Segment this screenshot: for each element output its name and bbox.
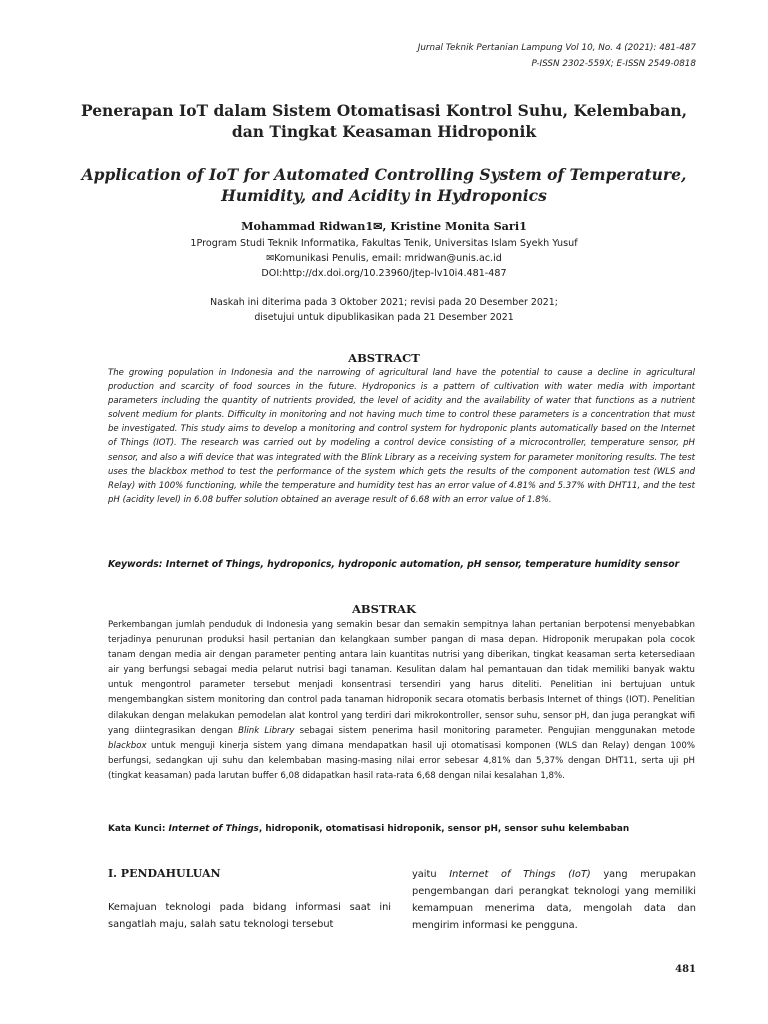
abstract-heading: ABSTRACT: [348, 351, 420, 365]
keywords-english: Keywords: Internet of Things, hydroponics, hydroponic automation, pH sensor, temperature humidity sensor: [108, 559, 680, 570]
abstrak-em-blackbox: blackbox: [108, 740, 147, 751]
dates-line1: Naskah ini diterima pada 3 Oktober 2021; revisi pada 20 Desember 2021;: [210, 297, 558, 308]
title-english: [60, 164, 708, 206]
page-number: 481: [675, 964, 696, 975]
keywords-indonesian: [108, 824, 698, 834]
issn-line: P-ISSN 2302-559X; E-ISSN 2549-0818: [531, 59, 696, 69]
abstrak-em-blink: Blink Library: [238, 725, 295, 736]
title-indonesian: [60, 100, 708, 142]
title-en-line1: Application of IoT for Automated Controlling System of Temperature,: [81, 165, 687, 184]
affiliation-line: 1Program Studi Teknik Informatika, Fakultas Tenik, Universitas Islam Syekh Yusuf: [190, 238, 578, 249]
abstrak-body: [108, 618, 695, 784]
kw-id-em: Internet of Things: [168, 824, 259, 834]
contact-email: ✉Komunikasi Penulis, email: mridwan@unis.ac.id: [266, 253, 502, 264]
doi-line: DOI:http://dx.doi.org/10.23960/jtep-lv10i4.481-487: [261, 268, 507, 279]
authors: Mohammad Ridwan1✉, Kristine Monita Sari1: [241, 219, 527, 233]
intro-right-part1: yaitu: [412, 869, 450, 880]
kw-id-label: Kata Kunci:: [108, 824, 169, 834]
title-id-line2: dan Tingkat Keasaman Hidroponik: [231, 122, 537, 141]
submission-dates: [60, 295, 708, 325]
abstrak-part3: untuk menguji kinerja sistem yang dimana mendapatkan hasil uji otomatisasi komponen (WLS dan Relay) dengan 100% berfungsi, sedangkan uji suhu dan kelembaban masing-masing nilai error sebesar 4,81% dan 5,37% dengan DHT11, serta uji pH (tingkat keasaman) pada larutan buffer 6,08 didapatkan hasil rata-rata 6,68 dengan nilai kesalahan 1,8%.: [108, 740, 695, 781]
dates-line2: disetujui untuk dipublikasikan pada 21 Desember 2021: [254, 312, 514, 323]
section-heading: I. PENDAHULUAN: [108, 867, 221, 880]
abstrak-part2: sebagai sistem penerima hasil monitoring parameter. Pengujian menggunakan metode: [294, 725, 696, 736]
affiliation: [60, 236, 708, 281]
intro-right-part2: yang merupakan pengembangan dari perangkat teknologi yang memiliki kemampuan menerima data, mengolah data dan mengirim informasi ke pengguna.: [412, 869, 696, 931]
abstrak-heading: ABSTRAK: [352, 602, 416, 616]
intro-right-column: [412, 866, 696, 934]
abstrak-part1: Perkembangan jumlah penduduk di Indonesia yang semakin besar dan semakin sempitnya lahan pertanian berpotensi menyebabkan terjadinya penurunan produksi hasil pertanian dan kelangkaan sumber pangan di masa depan. Hidroponik merupakan pola cocok tanam dengan media air dengan parameter penting antara lain kuantitas nutrisi yang diberikan, tingkat keasaman serta ketersediaan air yang berfungsi sebagai media pelarut nutrisi bagi tanaman. Kesulitan dalam hal pemantauan dan tidak memiliki banyak waktu untuk mengontrol parameter tersebut menjadi konsentrasi tersendiri yang harus diteliti. Penelitian ini bertujuan untuk mengembangkan sistem monitoring dan control pada tanaman hidroponik secara otomatis berbasis Internet of things (IOT). Penelitian dilakukan dengan melakukan pemodelan alat kontrol yang terdiri dari mikrokontroller, sensor suhu, sensor pH, dan juga perangkat wifi yang diintegrasikan dengan: [108, 620, 695, 736]
intro-left-column: Kemajuan teknologi pada bidang informasi saat ini sangatlah maju, salah satu teknologi tersebut: [108, 902, 391, 930]
title-en-line2: Humidity, and Acidity in Hydroponics: [221, 186, 547, 205]
title-id-line1: Penerapan IoT dalam Sistem Otomatisasi Kontrol Suhu, Kelembaban,: [80, 101, 688, 120]
intro-right-em: Internet of Things (IoT): [449, 869, 591, 880]
abstract-body: The growing population in Indonesia and the narrowing of agricultural land have the potential to cause a decline in agricultural production and scarcity of food sources in the future. Hydroponics is a pattern of cultivation with water media with important parameters including the quantity of nutrients provided, the level of acidity and the availability of water that functions as a nutrient solvent medium for plants. Difficulty in monitoring and not having much time to control these parameters is a concentration that must be investigated. This study aims to develop a monitoring and control system for hydroponic plants automatically based on the Internet of Things (IOT). The research was carried out by modeling a control device consisting of a microcontroller, temperature sensor, pH sensor, and also a wifi device that was integrated with the Blink Library as a receiving system for parameter monitoring results. The test uses the blackbox method to test the performance of the system which gets the results of the component automation test (WLS and Relay) with 100% functioning, while the temperature and humidity test has an error value of 4.81% and 5.37% with DHT11, and the test pH (acidity level) in 6.08 buffer solution obtained an average result of 6.68 with an error value of 1.8%.: [108, 368, 695, 505]
journal-citation: Jurnal Teknik Pertanian Lampung Vol 10, No. 4 (2021): 481-487: [417, 43, 696, 53]
kw-id-rest: , hidroponik, otomatisasi hidroponik, sensor pH, sensor suhu kelembaban: [258, 824, 630, 834]
